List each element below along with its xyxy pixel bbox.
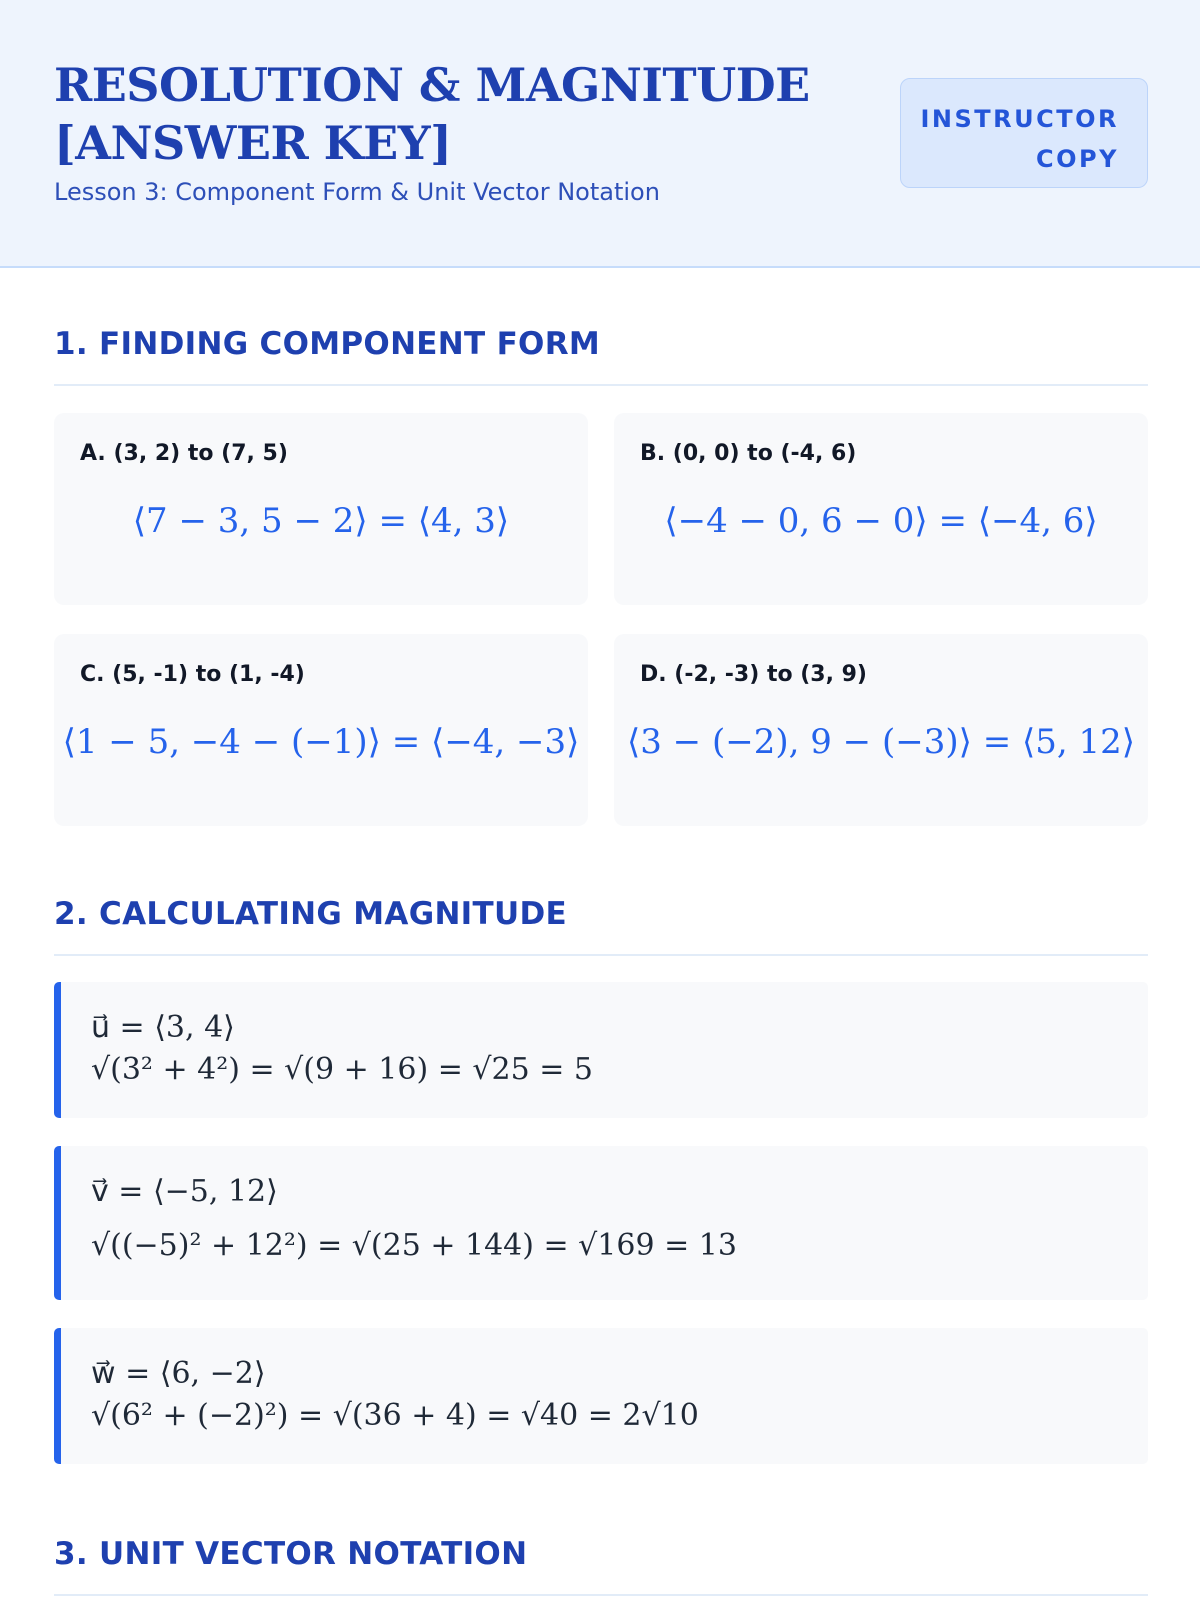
section-divider	[54, 1594, 1148, 1596]
problem-answer: ⟨1 − 5, −4 − (−1)⟩ = ⟨−4, −3⟩	[62, 722, 580, 762]
problem-card-c	[54, 634, 588, 826]
problem-card-d	[614, 634, 1148, 826]
magnitude-work: √(6² + (−2)²) = √(36 + 4) = √40 = 2√10	[91, 1398, 699, 1433]
magnitude-work: √(3² + 4²) = √(9 + 16) = √25 = 5	[91, 1052, 593, 1087]
section-title-component-form: 1. FINDING COMPONENT FORM	[54, 326, 601, 362]
problem-label: A. (3, 2) to (7, 5)	[80, 441, 288, 466]
problem-answer: ⟨−4 − 0, 6 − 0⟩ = ⟨−4, 6⟩	[664, 501, 1098, 541]
page-title: RESOLUTION & MAGNITUDE [ANSWER KEY]	[54, 58, 810, 170]
magnitude-work: √((−5)² + 12²) = √(25 + 144) = √169 = 13	[91, 1228, 737, 1263]
section-title-magnitude: 2. CALCULATING MAGNITUDE	[54, 896, 567, 932]
problem-answer: ⟨3 − (−2), 9 − (−3)⟩ = ⟨5, 12⟩	[626, 722, 1136, 762]
worksheet-header	[0, 0, 1200, 268]
magnitude-item-v	[54, 1146, 1148, 1300]
magnitude-item-u	[54, 982, 1148, 1118]
problem-label: D. (-2, -3) to (3, 9)	[640, 662, 867, 687]
section-divider	[54, 954, 1148, 956]
problem-card-b	[614, 413, 1148, 605]
magnitude-item-w	[54, 1328, 1148, 1464]
problem-answer: ⟨7 − 3, 5 − 2⟩ = ⟨4, 3⟩	[132, 501, 510, 541]
vector-definition: u⃗ = ⟨3, 4⟩	[91, 1010, 235, 1045]
vector-definition: w⃗ = ⟨6, −2⟩	[91, 1356, 266, 1391]
problem-card-a	[54, 413, 588, 605]
badge-label: INSTRUCTOR COPY	[920, 105, 1119, 173]
section-divider	[54, 384, 1148, 386]
section-title-unit-vector: 3. UNIT VECTOR NOTATION	[54, 1536, 528, 1572]
problem-label: C. (5, -1) to (1, -4)	[80, 662, 305, 687]
instructor-copy-badge	[900, 78, 1148, 188]
page-subtitle: Lesson 3: Component Form & Unit Vector Notation	[54, 178, 660, 206]
problem-label: B. (0, 0) to (-4, 6)	[640, 441, 857, 466]
vector-definition: v⃗ = ⟨−5, 12⟩	[91, 1174, 278, 1209]
